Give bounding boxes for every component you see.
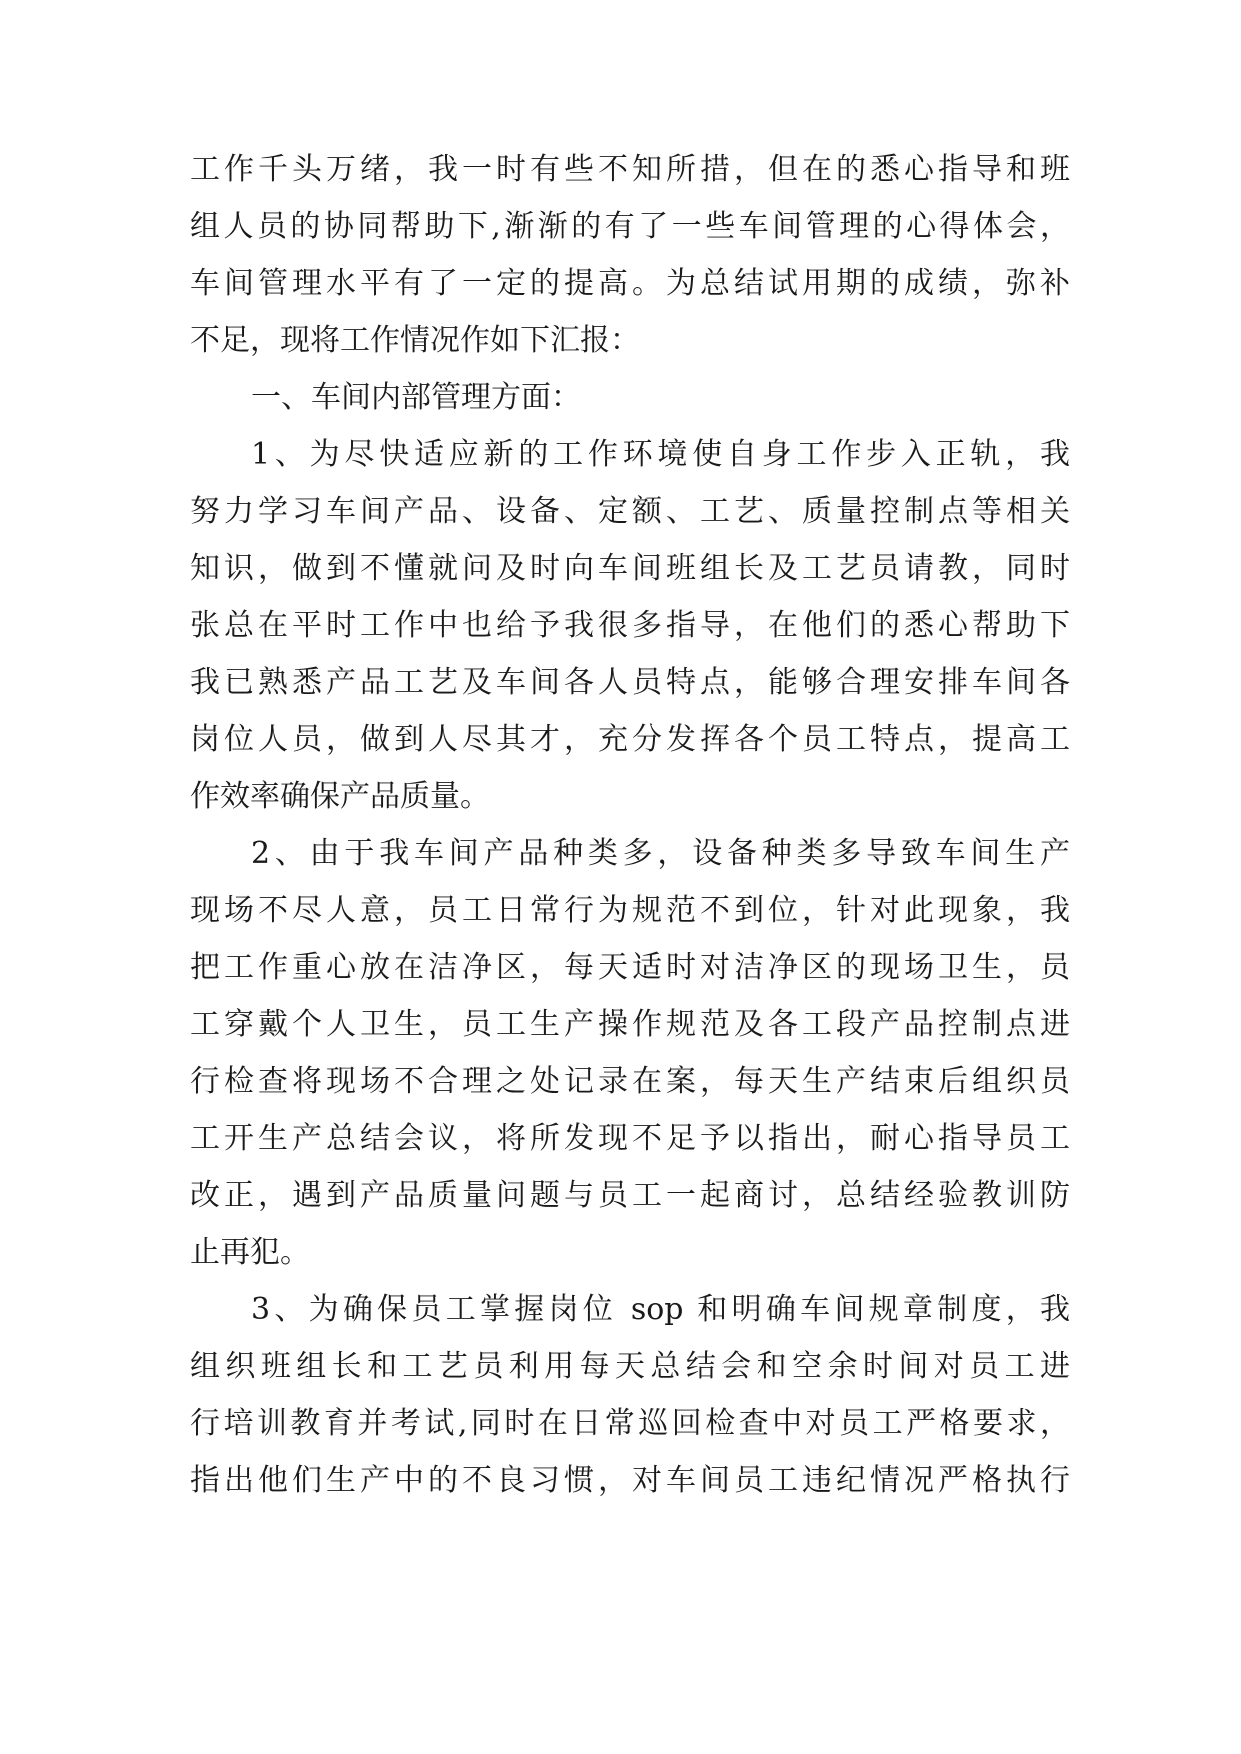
- text-line: 行培训教育并考试,同时在日常巡回检查中对员工严格要求，: [190, 1406, 1070, 1441]
- text-line: 车间管理水平有了一定的提高。为总结试用期的成绩，弥补: [190, 266, 1070, 301]
- text-line: 组织班组长和工艺员利用每天总结会和空余时间对员工进: [190, 1349, 1070, 1384]
- text-line: 我已熟悉产品工艺及车间各人员特点，能够合理安排车间各: [190, 665, 1070, 700]
- text-line: 知识，做到不懂就问及时向车间班组长及工艺员请教，同时: [190, 551, 1070, 586]
- paragraph-start-line: 2、由于我车间产品种类多，设备种类多导致车间生产: [251, 836, 1070, 871]
- paragraph-start-line: 3、为确保员工掌握岗位 sop 和明确车间规章制度，我: [251, 1292, 1070, 1327]
- paragraph-start-line: 1、为尽快适应新的工作环境使自身工作步入正轨，我: [251, 437, 1070, 472]
- section-heading: 一、车间内部管理方面：: [251, 380, 581, 415]
- text-line: 工开生产总结会议，将所发现不足予以指出，耐心指导员工: [190, 1121, 1070, 1156]
- text-line: 指出他们生产中的不良习惯，对车间员工违纪情况严格执行: [190, 1463, 1070, 1498]
- text-line: 工作千头万绪，我一时有些不知所措，但在的悉心指导和班: [190, 152, 1070, 187]
- text-line: 把工作重心放在洁净区，每天适时对洁净区的现场卫生，员: [190, 950, 1070, 985]
- text-line: 行检查将现场不合理之处记录在案，每天生产结束后组织员: [190, 1064, 1070, 1099]
- text-line: 不足，现将工作情况作如下汇报：: [190, 323, 640, 358]
- text-line: 现场不尽人意，员工日常行为规范不到位，针对此现象，我: [190, 893, 1070, 928]
- text-line: 止再犯。: [190, 1235, 310, 1270]
- text-line: 努力学习车间产品、设备、定额、工艺、质量控制点等相关: [190, 494, 1070, 529]
- text-line: 张总在平时工作中也给予我很多指导，在他们的悉心帮助下: [190, 608, 1070, 643]
- text-line: 工穿戴个人卫生，员工生产操作规范及各工段产品控制点进: [190, 1007, 1070, 1042]
- text-line: 岗位人员，做到人尽其才，充分发挥各个员工特点，提高工: [190, 722, 1070, 757]
- text-line: 作效率确保产品质量。: [190, 779, 490, 814]
- text-line: 改正，遇到产品质量问题与员工一起商讨，总结经验教训防: [190, 1178, 1070, 1213]
- text-line: 组人员的协同帮助下,渐渐的有了一些车间管理的心得体会，: [190, 209, 1070, 244]
